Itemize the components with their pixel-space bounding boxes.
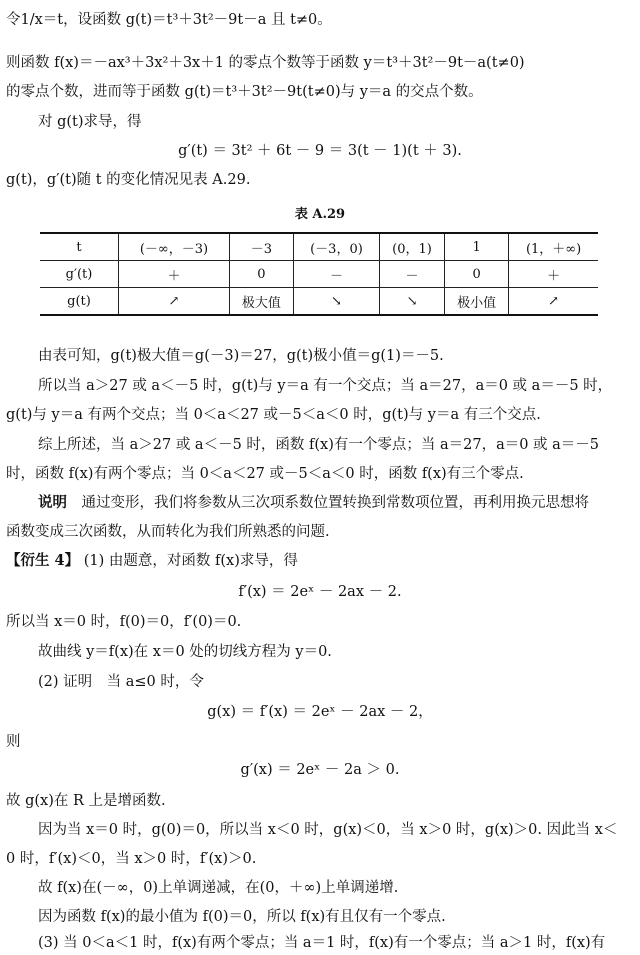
text-line: (2) 证明 当 a≤0 时，令 [38,674,204,690]
text-line: 故曲线 y＝f(x)在 x＝0 处的切线方程为 y＝0. [38,644,332,660]
text-line: 则 [6,734,21,750]
table-cell: － [379,261,444,288]
table-cell: t [40,233,119,261]
note-text: 通过变形，我们将参数从三次项系数位置转换到常数项位置，再利用换元思想将 [67,495,589,511]
text-line: (3) 当 0＜a＜1 时，f(x)有两个零点；当 a＝1 时，f(x)有一个零点；当 a＞1 时，f(x)有 [38,935,606,951]
text-line: 由表可知，g(t)极大值＝g(－3)＝27，g(t)极小值＝g(1)＝－5. [38,348,444,364]
text-line: 函数变成三次函数，从而转化为我们所熟悉的问题. [6,524,330,540]
text-line: 故 f(x)在(－∞，0)上单调递减，在(0，＋∞)上单调递增. [38,880,399,896]
formula: g(x) ＝ f′(x) ＝ 2eˣ － 2ax － 2， [207,704,433,720]
table-cell: (－3，0) [293,233,379,261]
text-line: 因为函数 f(x)的最小值为 f(0)＝0，所以 f(x)有且仅有一个零点. [38,909,446,925]
text-line: g(t)与 y＝a 有两个交点；当 0＜a＜27 或－5＜a＜0 时，g(t)与 y＝a 有三个交点. [6,407,541,423]
text-line: 综上所述，当 a＞27 或 a＜－5 时，函数 f(x)有一个零点；当 a＝27，a＝0 或 a＝－5 [38,437,600,453]
table-cell: ↗ [509,288,598,316]
section-text: (1) 由题意，对函数 f(x)求导，得 [83,553,298,569]
formula: g′(t) ＝ 3t² ＋ 6t － 9 ＝ 3(t － 1)(t ＋ 3). [178,143,462,159]
text-line: 0 时，f′(x)＜0，当 x＞0 时，f′(x)＞0. [6,851,257,867]
table-cell: －3 [229,233,293,261]
table-caption: 表 A.29 [294,207,346,222]
table-cell: 0 [445,261,509,288]
variation-table [40,232,598,316]
text-line: 所以当 a＞27 或 a＜－5 时，g(t)与 y＝a 有一个交点；当 a＝27，a＝0 或 a＝－5 时， [38,378,613,394]
table-cell: － [293,261,379,288]
text-line: 时，函数 f(x)有两个零点；当 0＜a＜27 或－5＜a＜0 时，函数 f(x)有三个零点. [6,466,524,482]
section-label: 【衍生 4】 [6,552,80,569]
table-cell: ↘ [293,288,379,316]
text-line: 所以当 x＝0 时，f(0)＝0，f′(0)＝0. [6,614,242,630]
table-cell: 极小值 [445,288,509,316]
text-line: 故 g(x)在 R 上是增函数. [6,793,166,809]
table-cell: g′(t) [40,261,119,288]
table-cell: ↗ [119,288,230,316]
table-cell: ＋ [509,261,598,288]
table-row [40,261,598,288]
table-cell: 极大值 [229,288,293,316]
text-line: 令1/x＝t，设函数 g(t)＝t³＋3t²－9t－a 且 t≠0。 [6,12,332,28]
table-row [40,288,598,316]
formula: g′(x) ＝ 2eˣ － 2a ＞ 0. [240,762,400,778]
table-cell: (0，1) [379,233,444,261]
text-line: 对 g(t)求导，得 [38,114,142,130]
table-cell: (－∞，－3) [119,233,230,261]
table-cell: ↘ [379,288,444,316]
table-cell: g(t) [40,288,119,316]
table-cell: (1，＋∞) [509,233,598,261]
text-line: 因为当 x＝0 时，g(0)＝0，所以当 x＜0 时，g(x)＜0，当 x＞0 时，g(x)＞0. 因此当 x＜ [38,822,618,838]
table-cell: 1 [445,233,509,261]
text-line: g(t)，g′(t)随 t 的变化情况见表 A.29. [6,172,251,188]
table-cell: ＋ [119,261,230,288]
table-cell: 0 [229,261,293,288]
section-heading-line [0,551,640,571]
note-line [0,493,640,513]
note-label: 说明 [38,494,67,511]
formula: f′(x) ＝ 2eˣ － 2ax － 2. [238,584,402,600]
text-line: 则函数 f(x)＝－ax³＋3x²＋3x＋1 的零点个数等于函数 y＝t³＋3t²－9t－a(t≠0) [6,55,525,71]
table-row [40,233,598,261]
text-line: 的零点个数，进而等于函数 g(t)＝t³＋3t²－9t(t≠0)与 y＝a 的交点个数。 [6,84,483,100]
